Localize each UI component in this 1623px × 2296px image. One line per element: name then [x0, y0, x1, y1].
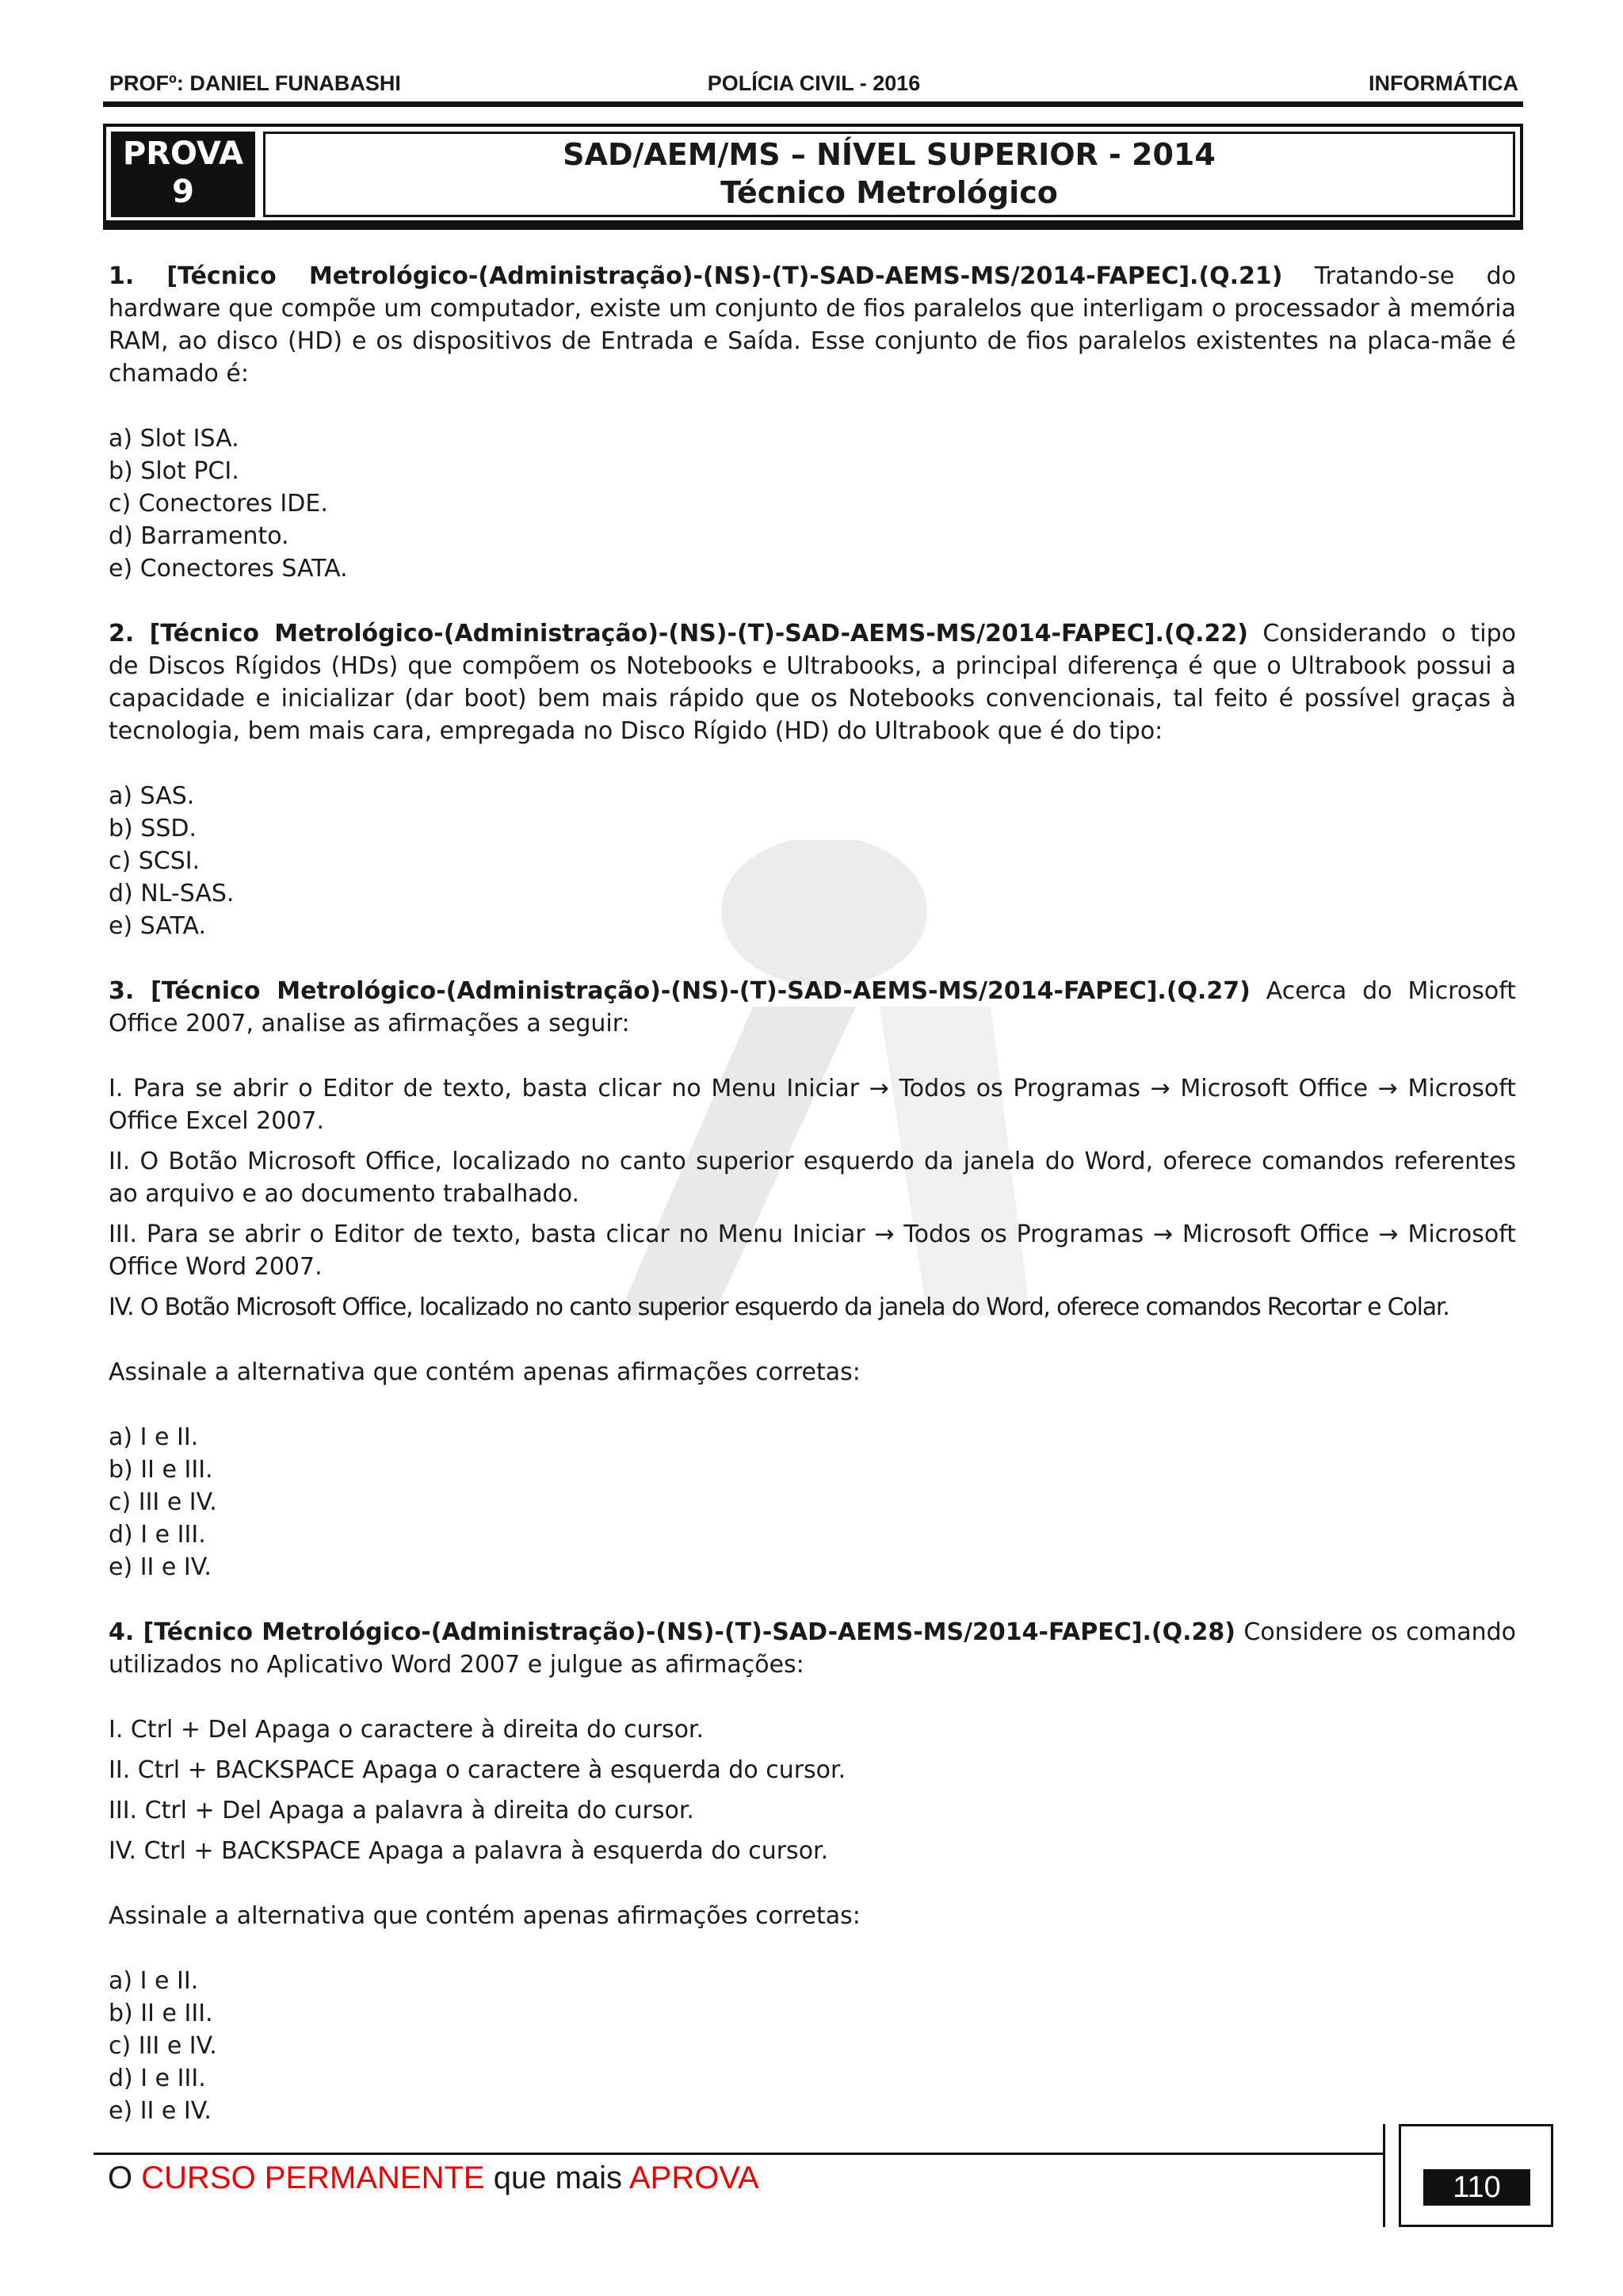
- footer-slogan-aprova: APROVA: [628, 2160, 759, 2195]
- page-number: 110: [1423, 2169, 1530, 2206]
- question-3-statement-2: II. O Botão Microsoft Office, localizado no canto superior esquerdo da janela do Word, oferece comandos referentes ao arquivo e ao documento trabalhado.: [109, 1148, 1516, 1208]
- question-3-option-a: a) I e II.: [109, 1423, 199, 1451]
- prova-label: PROVA: [122, 136, 244, 172]
- footer-slogan-part3: que mais: [484, 2160, 629, 2195]
- question-2-option-b: b) SSD.: [109, 815, 197, 842]
- exam-title-line2: Técnico Metrológico: [720, 175, 1058, 210]
- exam-title: [263, 132, 1515, 217]
- question-4-option-a: a) I e II.: [109, 1967, 199, 1995]
- question-1-option-e: e) Conectores SATA.: [109, 555, 348, 583]
- question-1-header: 1. [Técnico Metrológico-(Administração)-(NS)-(T)-SAD-AEMS-MS/2014-FAPEC].(Q.21): [109, 262, 1283, 290]
- header-divider: [103, 101, 1523, 107]
- question-3-statement-4: IV. O Botão Microsoft Office, localizado no canto superior esquerdo da janela do Word, oferece comandos Recortar e Colar.: [109, 1293, 1449, 1321]
- question-3: [109, 975, 1516, 1040]
- question-4-statement-3: III. Ctrl + Del Apaga a palavra à direita do cursor.: [109, 1797, 694, 1824]
- question-2-text: Considerando o tipo de Discos Rígidos (HDs) que compõem os Notebooks e Ultrabooks, a principal diferença é que o Ultrabook possui a capacidade e inicializar (dar boot) bem mais rápido que os Notebooks convencionais, tal feito é possível graças à tecnologia, bem mais cara, empregada no Disco Rígido (HD) do Ultrabook que é do tipo:: [109, 620, 1516, 745]
- question-3-text: Acerca do Microsoft Office 2007, analise as afirmações a seguir:: [109, 977, 1516, 1037]
- question-2-option-a: a) SAS.: [109, 782, 195, 810]
- header-course: POLÍCIA CIVIL - 2016: [707, 71, 921, 95]
- question-2-header: 2. [Técnico Metrológico-(Administração)-(NS)-(T)-SAD-AEMS-MS/2014-FAPEC].(Q.22): [109, 620, 1248, 648]
- question-3-statement-1: I. Para se abrir o Editor de texto, basta clicar no Menu Iniciar → Todos os Programas → Microsoft Office → Microsoft Office Excel 2007.: [109, 1075, 1516, 1135]
- question-2-option-d: d) NL-SAS.: [109, 880, 235, 907]
- page-header: [105, 68, 1523, 100]
- question-4-prompt: Assinale a alternativa que contém apenas afirmações corretas:: [109, 1902, 861, 1930]
- footer-vertical-divider: [1383, 2124, 1385, 2227]
- prova-badge: [111, 132, 255, 217]
- question-1: [109, 260, 1516, 390]
- exam-title-line1: SAD/AEM/MS – NÍVEL SUPERIOR - 2014: [563, 137, 1216, 172]
- footer-slogan-part1: O: [108, 2160, 142, 2195]
- header-author: PROFº: DANIEL FUNABASHI: [109, 71, 401, 95]
- footer-slogan: [108, 2160, 759, 2196]
- page-number-box: [1399, 2124, 1553, 2227]
- question-2-option-e: e) SATA.: [109, 912, 207, 940]
- prova-number: 9: [172, 174, 194, 210]
- question-4-option-e: e) II e IV.: [109, 2097, 212, 2125]
- question-3-option-e: e) II e IV.: [109, 1553, 212, 1581]
- question-4-header: 4. [Técnico Metrológico-(Administração)-(NS)-(T)-SAD-AEMS-MS/2014-FAPEC].(Q.28): [109, 1618, 1235, 1646]
- question-4-text: Considere os comando utilizados no Aplicativo Word 2007 e julgue as afirmações:: [109, 1618, 1516, 1679]
- question-3-option-b: b) II e III.: [109, 1456, 213, 1484]
- question-3-header: 3. [Técnico Metrológico-(Administração)-(NS)-(T)-SAD-AEMS-MS/2014-FAPEC].(Q.27): [109, 977, 1251, 1005]
- question-3-prompt: Assinale a alternativa que contém apenas afirmações corretas:: [109, 1358, 861, 1386]
- question-4-statement-1: I. Ctrl + Del Apaga o caractere à direita do cursor.: [109, 1716, 705, 1744]
- exam-title-box: [103, 124, 1523, 230]
- question-3-option-d: d) I e III.: [109, 1521, 206, 1549]
- question-1-option-b: b) Slot PCI.: [109, 457, 239, 485]
- question-1-option-a: a) Slot ISA.: [109, 425, 239, 453]
- question-3-statement-3: III. Para se abrir o Editor de texto, basta clicar no Menu Iniciar → Todos os Programas → Microsoft Office → Microsoft Office Word 2007.: [109, 1221, 1516, 1281]
- question-4-option-b: b) II e III.: [109, 2000, 213, 2027]
- header-subject: INFORMÁTICA: [1369, 71, 1518, 95]
- question-4: [109, 1616, 1516, 1681]
- question-3-option-c: c) III e IV.: [109, 1488, 217, 1516]
- question-2: [109, 617, 1516, 747]
- question-2-option-c: c) SCSI.: [109, 847, 200, 875]
- footer-divider: [94, 2153, 1385, 2155]
- questions-content: [109, 260, 1516, 2127]
- question-1-option-c: c) Conectores IDE.: [109, 490, 328, 518]
- question-4-option-c: c) III e IV.: [109, 2032, 217, 2060]
- question-4-statement-2: II. Ctrl + BACKSPACE Apaga o caractere à esquerda do cursor.: [109, 1756, 846, 1784]
- question-4-option-d: d) I e III.: [109, 2065, 206, 2092]
- footer-slogan-course: CURSO PERMANENTE: [141, 2160, 485, 2195]
- question-1-option-d: d) Barramento.: [109, 522, 289, 550]
- question-1-text: Tratando-se do hardware que compõe um computador, existe um conjunto de fios paralelos que interligam o processador à memória RAM, ao disco (HD) e os dispositivos de Entrada e Saída. Esse conjunto de fios paralelos existentes na placa-mãe é chamado é:: [109, 262, 1516, 388]
- question-4-statement-4: IV. Ctrl + BACKSPACE Apaga a palavra à esquerda do cursor.: [109, 1837, 829, 1865]
